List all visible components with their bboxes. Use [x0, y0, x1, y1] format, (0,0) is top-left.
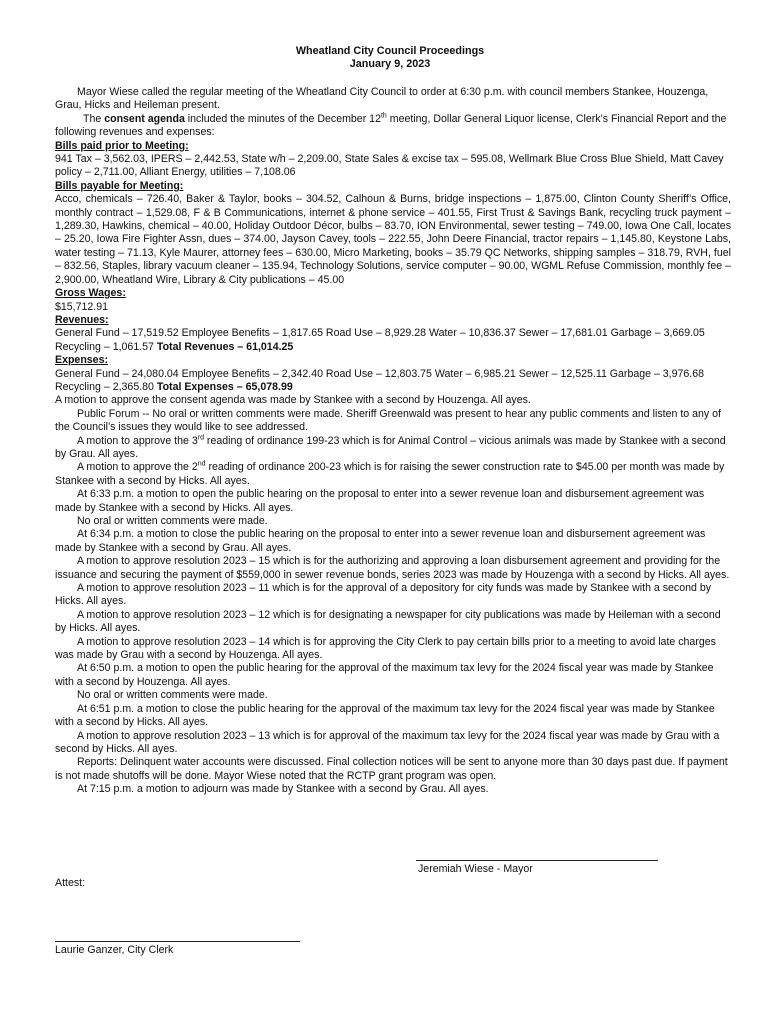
- levy-hearing-close-motion: At 6:51 p.m. a motion to close the public hearing for the approval of the maximum tax levy for the 2024 fiscal year was made by Stankee with a second by Hicks. All ayes.: [55, 702, 715, 729]
- expenses-list: General Fund – 24,080.04 Employee Benefits – 2,342.40 Road Use – 12,803.75 Water – 6,985.21 Sewer – 12,525.11 Garbage – 3,976.68 Recycling – 2,365.80: [55, 367, 705, 393]
- ordinance-200-ordinal: nd: [197, 460, 206, 468]
- ordinance-200-pre: A motion to approve the 2: [77, 461, 198, 474]
- ordinance-200-post: reading of ordinance 200-23 which is for raising the sewer construction rate to $45.00 per month was made by Stankee with a second by Hicks. All ayes.: [55, 461, 725, 487]
- resolution-12-motion: A motion to approve resolution 2023 – 12 which is for designating a newspaper for city publications was made by Heileman with a second by Hicks. All ayes.: [55, 608, 721, 635]
- consent-prefix: The: [83, 112, 105, 125]
- levy-hearing-open-motion: At 6:50 p.m. a motion to open the public hearing for the approval of the maximum tax levy for the 2024 fiscal year was made by Stankee with a second by Houzenga. All ayes.: [55, 662, 714, 688]
- bills-payable-list: Acco, chemicals – 726.40, Baker & Taylor, books – 304.52, Calhoun & Burns, bridge inspections – 1,875.00, Clinton County Sheriff’s Office, monthly contract – 1,529.08, F & B Communications, internet & phone service – 401.55, First Trust & Savings Bank, recycling truck payment – 1,289.30, Hawkins, chemical – 40.00, Holiday Outdoor Décor, bulbs – 83.70, ION Environmental, sewer testing – 749.00, Iowa One Call, locates – 25.20, Iowa Fire Fighter Assn, dues – 374.00, Jayson Cavey, tools – 222.55, John Deere Financial, tractor repairs – 1,145.80, Keystone Labs, water testing – 71.13, Kyle Maurer, attorney fees – 630.00, Micro Marketing, books – 35.79 QC Networks, shipping samples – 318.79, RVH, fuel – 832.56, Staples, library vacuum cleaner – 135.94, Technology Solutions, service computer – 90.00, WGML Refuse Commission, monthly fee – 2,900.00, Wheatland Wire, Library & City publications – 45.00: [55, 193, 731, 286]
- meeting-date: January 9, 2023: [349, 58, 431, 70]
- consent-motion: A motion to approve the consent agenda was made by Stankee with a second by Houzenga. All ayes.: [55, 394, 531, 407]
- expenses-total: Total Expenses – 65,078.99: [156, 380, 293, 393]
- ordinance-200-motion: [55, 461, 731, 488]
- bills-paid-heading: Bills paid prior to Meeting:: [55, 139, 189, 152]
- ordinance-199-ordinal: rd: [197, 434, 204, 442]
- revenues-list: General Fund – 17,519.52 Employee Benefits – 1,817.65 Road Use – 8,929.28 Water – 10,836.37 Sewer – 17,681.01 Garbage – 3,669.05 Recycling – 1,061.57: [55, 327, 705, 353]
- ordinance-199-motion: [55, 435, 731, 462]
- consent-ordinal: th: [380, 112, 387, 120]
- consent-agenda-paragraph: [55, 113, 731, 140]
- ordinance-199-post: reading of ordinance 199-23 which is for Animal Control – vicious animals was made by Stankee with a second by Grau. All ayes.: [55, 434, 726, 460]
- reports-paragraph: Reports: Delinquent water accounts were discussed. Final collection notices will be sent to anyone more than 30 days past due. If payment is not made shutoffs will be done. Mayor Wiese noted that the RCTP grant program was open.: [55, 756, 728, 782]
- clerk-signature-line: [55, 941, 300, 942]
- consent-suffix: meeting, Dollar General Liquor license, Clerk’s Financial Report and the following revenues and expenses:: [55, 112, 727, 139]
- revenues-total: Total Revenues – 61,014.25: [156, 340, 294, 353]
- document-title: Wheatland City Council Proceedings: [295, 45, 485, 57]
- expenses-heading: Expenses:: [55, 354, 108, 367]
- adjourn-motion: At 7:15 p.m. a motion to adjourn was made by Stankee with a second by Grau. All ayes.: [77, 783, 489, 796]
- resolution-13-motion: A motion to approve resolution 2023 – 13 which is for approval of the maximum tax levy for the 2024 fiscal year was made by Grau with a second by Hicks. All ayes.: [55, 729, 720, 755]
- consent-agenda-bold: consent agenda: [104, 112, 185, 125]
- consent-mid: included the minutes of the December 12: [184, 112, 381, 125]
- clerk-signature-name: Laurie Ganzer, City Clerk: [55, 944, 174, 956]
- resolution-14-motion: A motion to approve resolution 2023 – 14 which is for approving the City Clerk to pay certain bills prior to a meeting to avoid late charges was made by Grau with a second by Houzenga. All ayes.: [55, 635, 716, 662]
- revenues-paragraph: [55, 327, 731, 354]
- no-comments-note-2: No oral or written comments were made.: [77, 689, 268, 702]
- expenses-paragraph: [55, 368, 731, 395]
- resolution-11-motion: A motion to approve resolution 2023 – 11 which is for the approval of a depository for city funds was made by Stankee with a second by Hicks. All ayes.: [55, 582, 712, 608]
- document-header: [0, 45, 770, 71]
- attest-label: Attest:: [55, 877, 86, 889]
- gross-wages-heading: Gross Wages:: [55, 287, 126, 300]
- public-forum-paragraph: Public Forum -- No oral or written comments were made. Sheriff Greenwald was present to hear any public comments and listen to any of the Council’s issues they would like to see addressed.: [55, 407, 721, 434]
- mayor-signature-name: Jeremiah Wiese - Mayor: [418, 863, 533, 875]
- bills-payable-heading: Bills payable for Meeting:: [55, 179, 184, 192]
- revenues-heading: Revenues:: [55, 313, 109, 326]
- ordinance-199-pre: A motion to approve the 3: [77, 434, 198, 447]
- loan-hearing-close-motion: At 6:34 p.m. a motion to close the public hearing on the proposal to enter into a sewer revenue loan and disbursement agreement was made by Stankee with a second by Grau. All ayes.: [55, 528, 706, 554]
- mayor-signature-line: [416, 860, 658, 861]
- minutes-body: [55, 86, 731, 797]
- call-to-order-paragraph: Mayor Wiese called the regular meeting of the Wheatland City Council to order at 6:30 p.m. with council members Stankee, Houzenga, Grau, Hicks and Heileman present.: [55, 86, 709, 112]
- bills-paid-list: 941 Tax – 3,562.03, IPERS – 2,442.53, State w/h – 2,209.00, State Sales & excise tax – 595.08, Wellmark Blue Cross Blue Shield, Matt Cavey policy – 2,711.00, Alliant Energy, utilities – 7,108.06: [55, 153, 724, 179]
- gross-wages-value: $15,712.91: [55, 300, 109, 313]
- resolution-15-motion: A motion to approve resolution 2023 – 15 which is for the authorizing and approving a loan disbursement agreement and providing for the issuance and securing the payment of $559,000 in sewer revenue bonds, series 2023 was made by Houzenga with a second by Hicks. All ayes.: [55, 555, 730, 581]
- no-comments-note-1: No oral or written comments were made.: [77, 515, 268, 527]
- loan-hearing-open-motion: At 6:33 p.m. a motion to open the public hearing on the proposal to enter into a sewer revenue loan and disbursement agreement was made by Stankee with a second by Hicks. All ayes.: [55, 488, 705, 514]
